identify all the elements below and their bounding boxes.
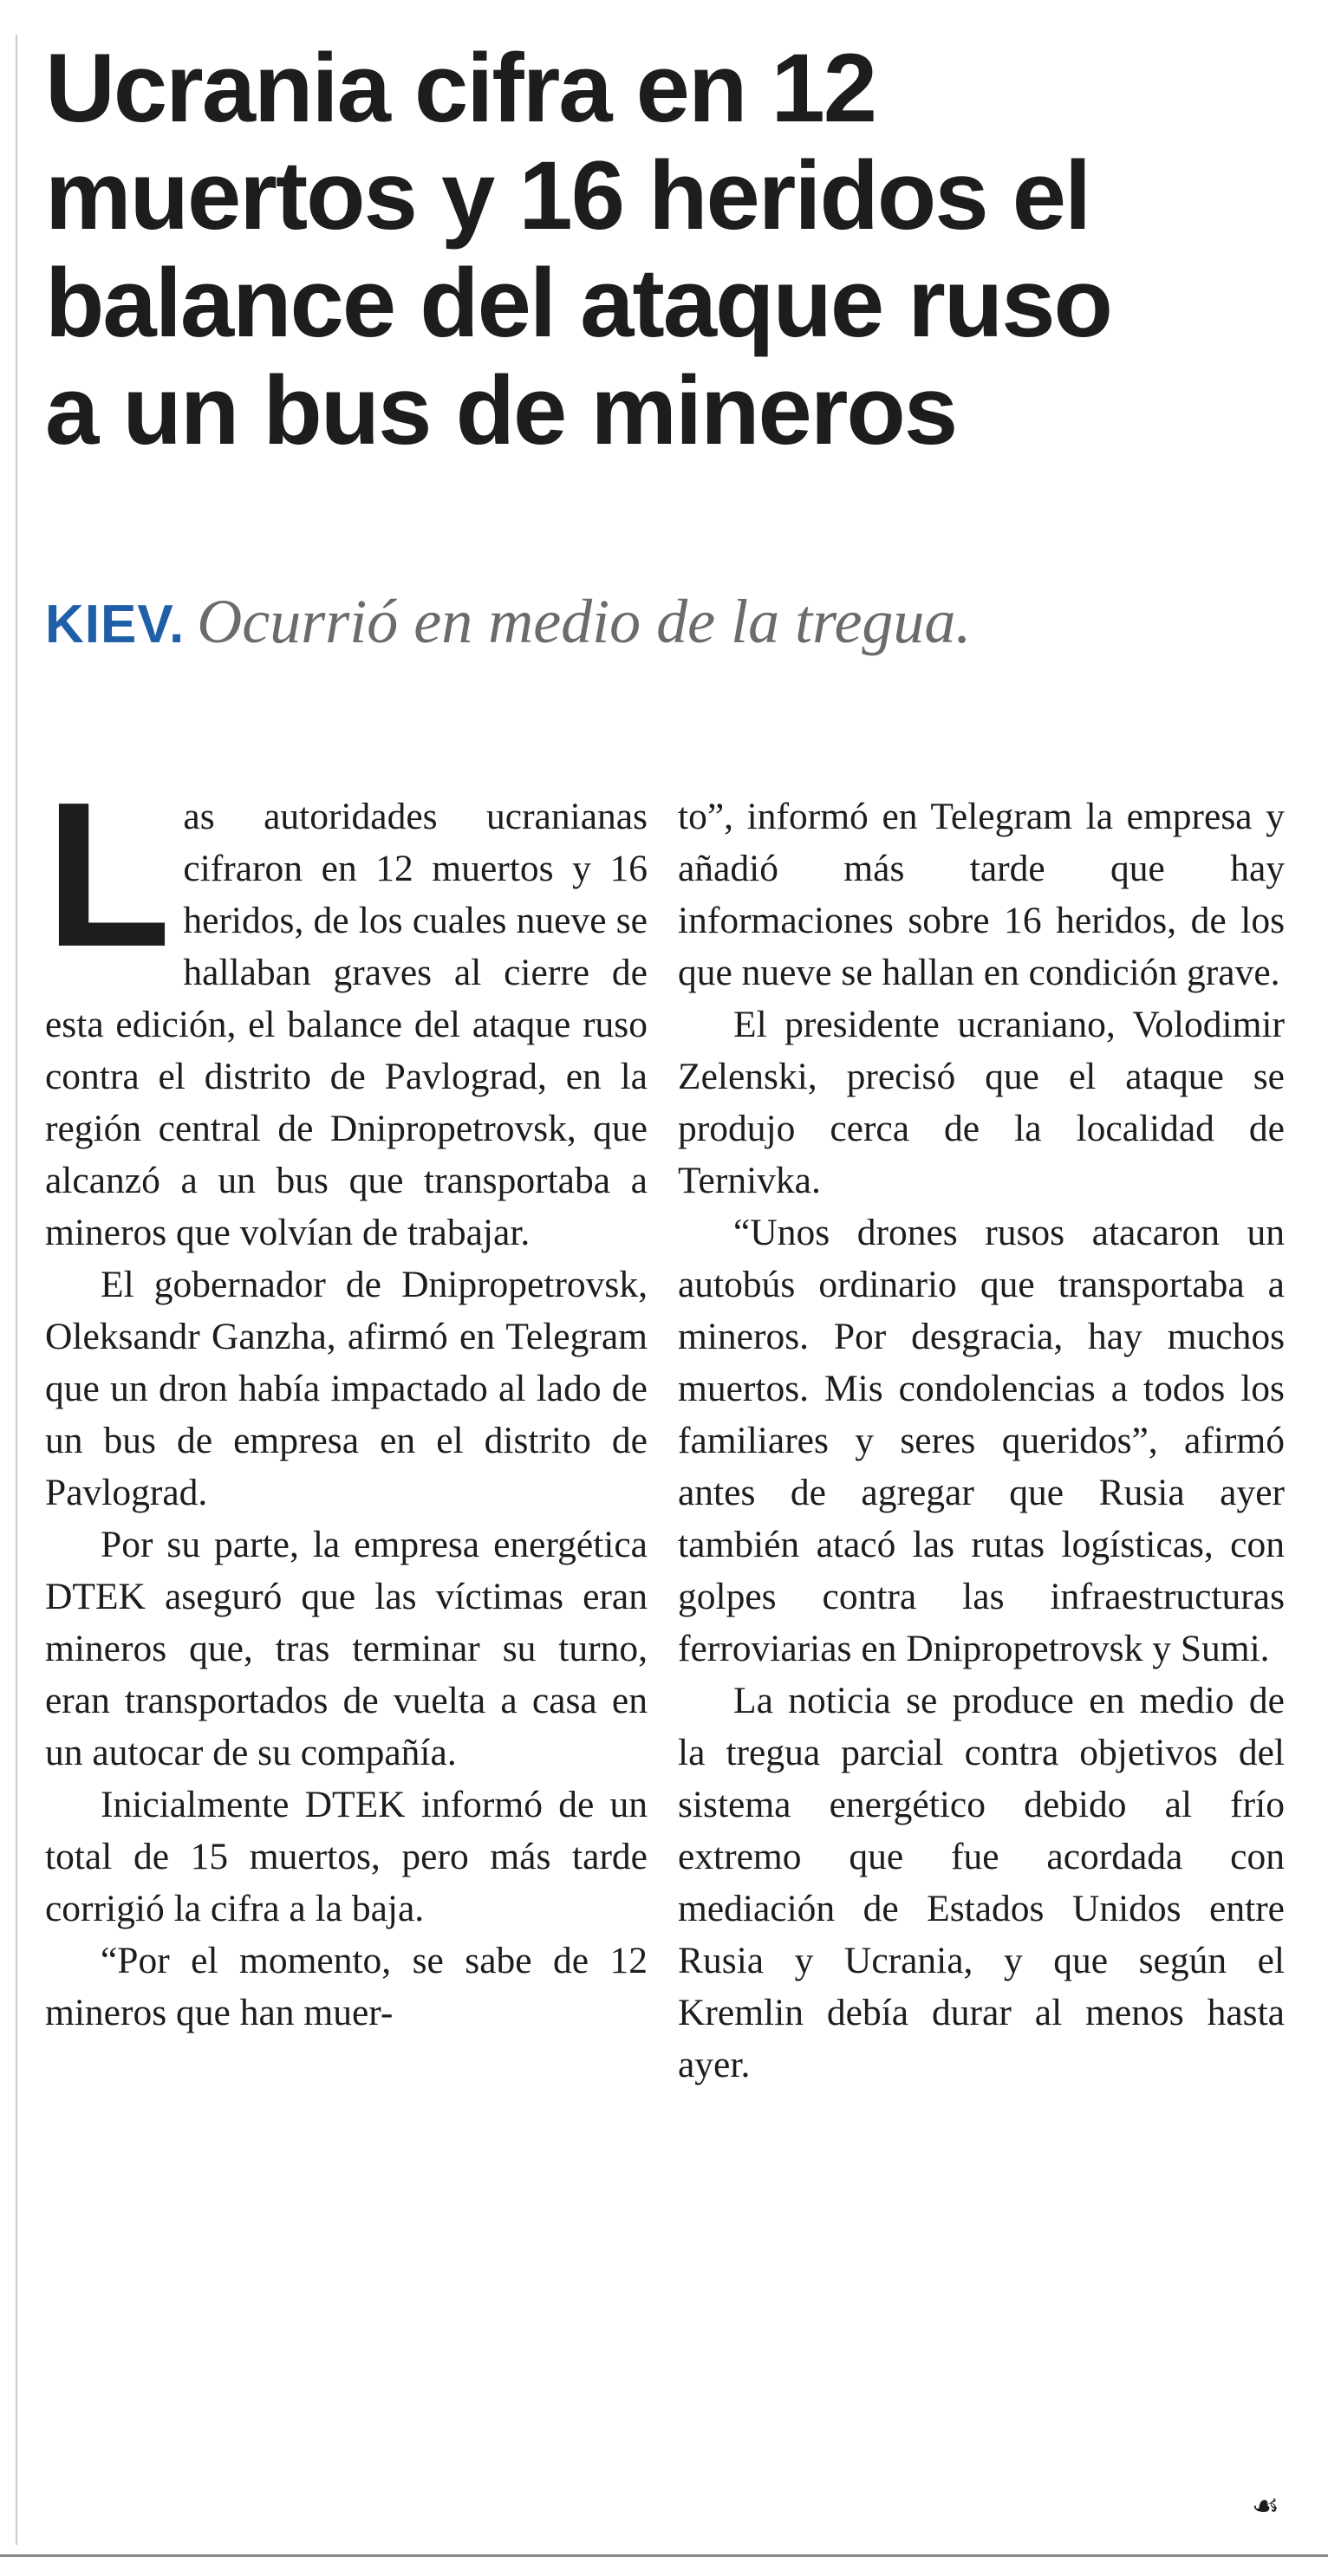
body-paragraph: El gobernador de Dnipropetrovsk, Oleksandr Ganzha, afirmó en Telegram que un dron había impactado al lado de un bus de empresa en el distrito de Pavlograd. bbox=[45, 1264, 648, 1513]
body-paragraph: “Unos drones rusos atacaron un autobús ordinario que transportaba a mineros. Por desgracia, hay muchos muertos. Mis condolencias a todos los familiares y seres queridos”, afirmó antes de agregar que Rusia ayer también atacó las rutas logísticas, con golpes contra las infraestructuras ferroviarias en Dnipropetrovsk y Sumi. bbox=[678, 1212, 1285, 1669]
headline-line: muertos y 16 heridos el bbox=[45, 141, 1090, 250]
drop-cap: L bbox=[45, 760, 172, 990]
body-paragraph: Por su parte, la empresa energética DTEK aseguró que las víctimas eran mineros que, tras terminar su turno, eran transportados de vuelta a casa en un autocar de su compañía. bbox=[45, 1524, 648, 1773]
headline bbox=[45, 35, 1293, 465]
paragraph-text: as autoridades ucranianas cifraron en 12 muertos y 16 heridos, de los cuales nueve se hallaban graves al cierre de esta edición, el balance del ataque ruso contra el distrito de Pavlograd, en la región central de Dnipropetrovsk, que alcanzó a un bus que transportaba a mineros que volvían de trabajar. bbox=[45, 796, 648, 1253]
headline-line: Ucrania cifra en 12 bbox=[45, 34, 876, 142]
dateline-location: KIEV. bbox=[45, 595, 186, 654]
body-paragraph: “Por el momento, se sabe de 12 mineros que han muer- bbox=[45, 1940, 648, 2033]
body-paragraph: El presidente ucraniano, Volodimir Zelenski, precisó que el ataque se produjo cerca de la localidad de Ternivka. bbox=[678, 1004, 1285, 1201]
body-paragraph: Inicialmente DTEK informó de un total de 15 muertos, pero más tarde corrigió la cifra a la baja. bbox=[45, 1784, 648, 1929]
subheadline-row bbox=[45, 586, 1293, 658]
article-column-left bbox=[45, 760, 648, 2039]
body-paragraph: La noticia se produce en medio de la tregua parcial contra objetivos del sistema energético debido al frío extremo que fue acordada con mediación de Estados Unidos entre Rusia y Ucrania, y que según el Kremlin debía durar al menos hasta ayer. bbox=[678, 1680, 1285, 2085]
article-column-right bbox=[678, 790, 1285, 2091]
headline-line: balance del ataque ruso bbox=[45, 249, 1111, 357]
end-of-article-icon: ☙ bbox=[1251, 2488, 1279, 2524]
headline-line: a un bus de mineros bbox=[45, 356, 957, 465]
lead-paragraph bbox=[45, 760, 648, 1259]
column-rule bbox=[16, 35, 17, 2545]
bottom-rule bbox=[0, 2554, 1328, 2557]
body-paragraph: to”, informó en Telegram la empresa y añadió más tarde que hay informaciones sobre 16 heridos, de los que nueve se hallan en condición grave. bbox=[678, 796, 1285, 993]
subheadline: Ocurrió en medio de la tregua. bbox=[197, 587, 972, 656]
